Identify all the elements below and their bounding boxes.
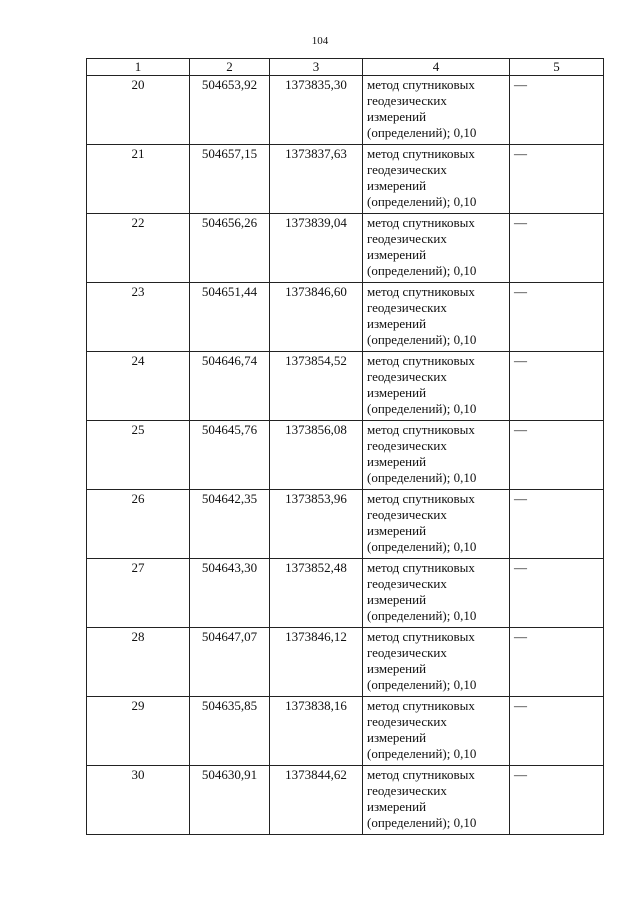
method-cell: [363, 697, 510, 766]
description-cell: —: [510, 214, 604, 283]
point-number-cell: 21: [87, 145, 190, 214]
table-row: [87, 628, 604, 697]
table-row: [87, 352, 604, 421]
method-line: измерений: [367, 385, 427, 400]
y-coordinate-cell: 1373835,30: [270, 76, 363, 145]
method-line: измерений: [367, 316, 427, 331]
table-row: [87, 490, 604, 559]
point-number-cell: 30: [87, 766, 190, 835]
method-line: измерений: [367, 247, 427, 262]
method-line: метод спутниковых: [367, 491, 475, 506]
method-line: (определений); 0,10: [367, 746, 477, 761]
method-line: метод спутниковых: [367, 146, 475, 161]
x-coordinate-cell: 504645,76: [190, 421, 270, 490]
method-cell: [363, 214, 510, 283]
x-coordinate-cell: 504647,07: [190, 628, 270, 697]
table-row: [87, 697, 604, 766]
method-line: (определений); 0,10: [367, 125, 477, 140]
y-coordinate-cell: 1373846,60: [270, 283, 363, 352]
x-coordinate-cell: 504630,91: [190, 766, 270, 835]
point-number-cell: 25: [87, 421, 190, 490]
method-line: (определений); 0,10: [367, 608, 477, 623]
method-line: геодезических: [367, 645, 447, 660]
y-coordinate-cell: 1373854,52: [270, 352, 363, 421]
description-cell: —: [510, 421, 604, 490]
method-line: метод спутниковых: [367, 767, 475, 782]
point-number-cell: 29: [87, 697, 190, 766]
table-row: [87, 283, 604, 352]
method-line: (определений); 0,10: [367, 332, 477, 347]
table-body: [87, 76, 604, 835]
method-line: геодезических: [367, 714, 447, 729]
method-line: измерений: [367, 109, 427, 124]
method-line: метод спутниковых: [367, 560, 475, 575]
y-coordinate-cell: 1373844,62: [270, 766, 363, 835]
column-header-2: 2: [190, 59, 270, 76]
method-line: геодезических: [367, 576, 447, 591]
method-line: (определений); 0,10: [367, 194, 477, 209]
method-line: геодезических: [367, 300, 447, 315]
method-line: измерений: [367, 592, 427, 607]
coordinates-table: [86, 58, 604, 835]
column-header-1: 1: [87, 59, 190, 76]
method-cell: [363, 76, 510, 145]
method-line: геодезических: [367, 507, 447, 522]
method-line: геодезических: [367, 162, 447, 177]
x-coordinate-cell: 504653,92: [190, 76, 270, 145]
x-coordinate-cell: 504657,15: [190, 145, 270, 214]
x-coordinate-cell: 504656,26: [190, 214, 270, 283]
page-number: 104: [311, 35, 329, 47]
method-cell: [363, 145, 510, 214]
method-line: измерений: [367, 523, 427, 538]
table-header-row: [87, 59, 604, 76]
point-number-cell: 22: [87, 214, 190, 283]
description-cell: —: [510, 559, 604, 628]
method-line: метод спутниковых: [367, 698, 475, 713]
method-line: метод спутниковых: [367, 215, 475, 230]
method-line: метод спутниковых: [367, 284, 475, 299]
description-cell: —: [510, 766, 604, 835]
method-line: (определений); 0,10: [367, 470, 477, 485]
method-line: метод спутниковых: [367, 77, 475, 92]
method-cell: [363, 559, 510, 628]
y-coordinate-cell: 1373856,08: [270, 421, 363, 490]
description-cell: —: [510, 283, 604, 352]
method-cell: [363, 283, 510, 352]
x-coordinate-cell: 504651,44: [190, 283, 270, 352]
method-line: геодезических: [367, 783, 447, 798]
x-coordinate-cell: 504646,74: [190, 352, 270, 421]
method-line: измерений: [367, 799, 427, 814]
point-number-cell: 26: [87, 490, 190, 559]
table-row: [87, 214, 604, 283]
method-cell: [363, 490, 510, 559]
method-line: (определений); 0,10: [367, 401, 477, 416]
point-number-cell: 23: [87, 283, 190, 352]
table-row: [87, 559, 604, 628]
point-number-cell: 24: [87, 352, 190, 421]
description-cell: —: [510, 490, 604, 559]
method-line: геодезических: [367, 438, 447, 453]
y-coordinate-cell: 1373839,04: [270, 214, 363, 283]
description-cell: —: [510, 628, 604, 697]
y-coordinate-cell: 1373852,48: [270, 559, 363, 628]
column-header-3: 3: [270, 59, 363, 76]
method-line: геодезических: [367, 93, 447, 108]
y-coordinate-cell: 1373838,16: [270, 697, 363, 766]
point-number-cell: 27: [87, 559, 190, 628]
x-coordinate-cell: 504635,85: [190, 697, 270, 766]
table-row: [87, 766, 604, 835]
description-cell: —: [510, 697, 604, 766]
x-coordinate-cell: 504643,30: [190, 559, 270, 628]
y-coordinate-cell: 1373846,12: [270, 628, 363, 697]
method-line: метод спутниковых: [367, 422, 475, 437]
method-cell: [363, 766, 510, 835]
method-line: (определений); 0,10: [367, 539, 477, 554]
method-line: метод спутниковых: [367, 353, 475, 368]
description-cell: —: [510, 145, 604, 214]
method-line: (определений); 0,10: [367, 815, 477, 830]
table-row: [87, 145, 604, 214]
method-line: геодезических: [367, 369, 447, 384]
method-line: (определений); 0,10: [367, 263, 477, 278]
table-row: [87, 76, 604, 145]
method-cell: [363, 628, 510, 697]
method-line: измерений: [367, 178, 427, 193]
method-cell: [363, 421, 510, 490]
method-line: метод спутниковых: [367, 629, 475, 644]
column-header-5: 5: [510, 59, 604, 76]
method-line: (определений); 0,10: [367, 677, 477, 692]
method-line: геодезических: [367, 231, 447, 246]
point-number-cell: 20: [87, 76, 190, 145]
table-row: [87, 421, 604, 490]
method-line: измерений: [367, 661, 427, 676]
method-line: измерений: [367, 454, 427, 469]
method-line: измерений: [367, 730, 427, 745]
y-coordinate-cell: 1373837,63: [270, 145, 363, 214]
description-cell: —: [510, 352, 604, 421]
description-cell: —: [510, 76, 604, 145]
y-coordinate-cell: 1373853,96: [270, 490, 363, 559]
method-cell: [363, 352, 510, 421]
column-header-4: 4: [363, 59, 510, 76]
x-coordinate-cell: 504642,35: [190, 490, 270, 559]
point-number-cell: 28: [87, 628, 190, 697]
